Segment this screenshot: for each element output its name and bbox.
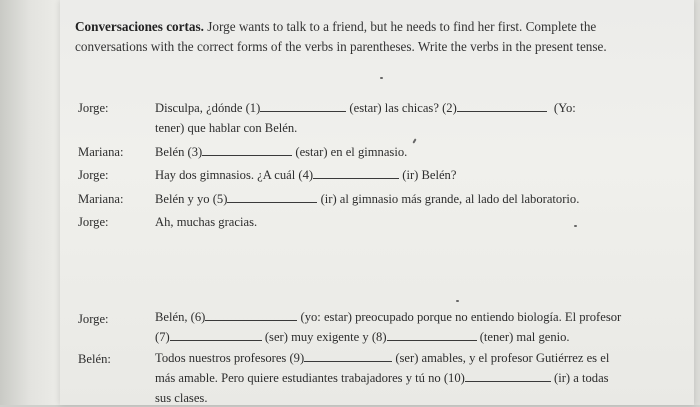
dialogue-line: Belén (3) (estar) en el gimnasio. <box>155 145 408 159</box>
dialogue-line: Belén, (6) (yo: estar) preocupado porque no entiendo biología. El profesor <box>155 310 622 324</box>
answer-blank-3[interactable] <box>202 143 292 156</box>
dialogue-line: tener) que hablar con Belén. <box>155 121 298 135</box>
speaker-label: Belén: <box>78 352 111 366</box>
paper-mark <box>456 300 459 302</box>
dialogue-line: más amable. Pero quiere estudiantes trabajadores y tú no (10) (ir) a todas <box>155 371 609 385</box>
speaker-label: Mariana: <box>78 192 124 206</box>
dialogue-line: Belén y yo (5) (ir) al gimnasio más grande, al lado del laboratorio. <box>155 192 580 206</box>
answer-blank-6[interactable] <box>205 308 297 321</box>
answer-blank-1[interactable] <box>260 99 346 112</box>
dialogue-line: Disculpa, ¿dónde (1) (estar) las chicas? (2) (Yo: <box>155 101 576 115</box>
answer-blank-10[interactable] <box>465 369 551 382</box>
dialogue-line: sus clases. <box>155 391 208 405</box>
instructions-title: Conversaciones cortas. <box>75 19 204 34</box>
dialogue-line: Hay dos gimnasios. ¿A cuál (4) (ir) Belén? <box>155 168 457 182</box>
instructions-text: Jorge wants to talk to a friend, but he needs to find her first. Complete the conversations with the correct forms of the verbs in parentheses. Write the verbs in the present tense. <box>75 19 607 54</box>
speaker-label: Jorge: <box>78 101 109 115</box>
speaker-label: Mariana: <box>78 145 124 159</box>
answer-blank-7[interactable] <box>170 328 262 341</box>
answer-blank-5[interactable] <box>227 190 317 203</box>
answer-blank-8[interactable] <box>387 328 477 341</box>
speaker-label: Jorge: <box>78 168 109 182</box>
paper-mark <box>574 225 577 227</box>
speaker-label: Jorge: <box>78 312 109 326</box>
dialogue-line: (7) (ser) muy exigente y (8) (tener) mal genio. <box>155 330 570 344</box>
instructions <box>75 17 635 57</box>
paper-mark <box>380 77 383 79</box>
answer-blank-4[interactable] <box>313 166 399 179</box>
dialogue-line: Todos nuestros profesores (9) (ser) amables, y el profesor Gutiérrez es el <box>155 351 610 365</box>
answer-blank-2[interactable] <box>457 99 547 112</box>
speaker-label: Jorge: <box>78 215 109 229</box>
answer-blank-9[interactable] <box>304 349 392 362</box>
dialogue-line: Ah, muchas gracias. <box>155 215 258 229</box>
